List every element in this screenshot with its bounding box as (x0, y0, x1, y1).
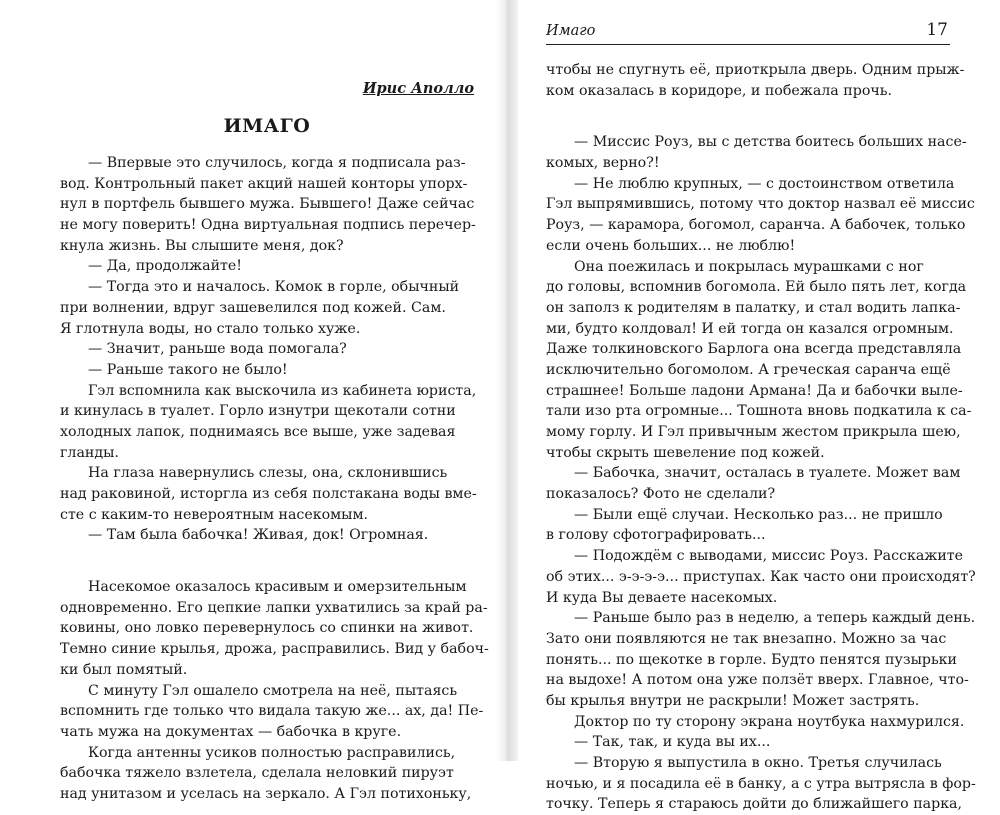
text-line: — Подождём с выводами, миссис Роуз. Расскажите (574, 548, 964, 565)
running-header (546, 20, 950, 45)
author-name: Ирис Аполло (362, 80, 474, 97)
right-page (546, 0, 976, 813)
text-line: бабочка тяжело взлетела, сделала неловкий пируэт (60, 765, 454, 782)
text-line: над унитазом и уселась на зеркало. А Гэл потихоньку, (60, 785, 472, 802)
text-line: — Так, так, и куда вы их... (574, 734, 771, 751)
section-break (60, 546, 474, 577)
text-line: сте с каким-то невероятным насекомым. (60, 506, 369, 523)
text-line: ковины, оно ловко перевернулось со спинки на живот. (60, 620, 474, 637)
text-line: бы крылья внутри не раскрыли! Может застрять. (546, 692, 920, 709)
text-line: Даже толкиновского Барлога она всегда представляла (546, 341, 962, 358)
text-line: тали изо рта огромные... Тошнота вновь подкатила к са- (546, 403, 972, 420)
book-gutter (496, 0, 518, 761)
text-line: ми, будто колдовал! И ей тогда он казался огромным. (546, 320, 954, 337)
text-line: И куда Вы деваете насекомых. (546, 589, 778, 606)
text-line: чтобы не спугнуть её, приоткрыла дверь. Одним прыж- (546, 62, 965, 78)
text-line: — Да, продолжайте! (88, 258, 242, 275)
text-line: Гэл выпрямившись, потому что доктор назвал её миссис (546, 196, 975, 213)
text-line: комых, верно?! (546, 155, 660, 172)
text-line: — Не люблю крупных, — с достоинством ответила (574, 175, 955, 192)
text-line: — Впервые это случилось, когда я подписала раз- (88, 155, 466, 171)
text-line: вод. Контрольный пакет акций нашей конторы упорх- (60, 175, 468, 192)
text-line: чтобы скрыть шевеление под кожей. (546, 444, 825, 461)
text-line: над раковиной, исторгла из себя полстакана воды вме- (60, 486, 477, 502)
text-line: — Раньше такого не было! (88, 361, 288, 378)
text-line: и кинулась в туалет. Горло изнутри щекотали сотни (60, 403, 456, 420)
text-line: чать мужа на документах — бабочка в круге. (60, 723, 402, 740)
text-line: ночью, и я посадила её в банку, а с утра вытрясла в фор- (546, 775, 976, 792)
text-line: точку. Теперь я стараюсь дойти до ближайшего парка, (546, 796, 963, 813)
text-line: — Бабочка, значит, осталась в туалете. Может вам (574, 465, 961, 482)
text-line: Я глотнула воды, но стало только хуже. (60, 320, 361, 337)
text-line: не могу поверить! Одна виртуальная подпись перечер- (60, 217, 476, 234)
text-line: — Значит, раньше вода помогала? (88, 341, 347, 358)
text-line: исключительно богомолом. А греческая саранча ещё (546, 361, 951, 378)
text-line: На глаза навернулись слезы, она, склонившись (88, 465, 448, 482)
left-body-text (60, 153, 489, 805)
text-line: — Тогда это и началось. Комок в горле, обычный (88, 279, 460, 296)
text-line: Зато они появляются не так внезапно. Можно за час (546, 630, 947, 647)
text-line: вспомнить где только что видала такую же... ах, да! Пе- (60, 703, 484, 720)
text-line: гланды. (60, 444, 119, 461)
text-line: Когда антенны усиков полностью расправились, (88, 744, 456, 761)
text-line: Она поежилась и покрылась мурашками с ног (574, 258, 924, 275)
text-line: он заполз к родителям в палатку, и стал водить лапка- (546, 299, 961, 316)
right-body-text (546, 60, 976, 815)
running-title: Имаго (546, 23, 596, 39)
text-line: одновременно. Его цепкие лапки ухватились за край ра- (60, 599, 488, 616)
text-line: до головы, вспомнив богомола. Ей было пять лет, когда (546, 279, 967, 296)
text-line: нул в портфель бывшего мужа. Бывшего! Даже сейчас (60, 196, 475, 213)
text-line: если очень больших... не люблю! (546, 237, 796, 254)
text-line: — Миссис Роуз, вы с детства боитесь больших насе- (574, 134, 967, 151)
text-line: Роуз, — карамора, богомол, саранча. А бабочек, только (546, 217, 966, 234)
text-line: мому горлу. И Гэл привычным жестом прикрыла шею, (546, 424, 961, 440)
text-line: ком оказалась в коридоре, и побежала прочь. (546, 82, 892, 99)
left-page (60, 0, 489, 802)
text-line: Темно синие крылья, дрожа, расправились. Вид у бабоч- (60, 641, 489, 658)
text-line: кнула жизнь. Вы слышите меня, док? (60, 237, 344, 254)
text-line: при волнении, вдруг зашевелился под кожей. Сам. (60, 299, 446, 316)
section-break (546, 101, 950, 132)
text-line: страшнее! Больше ладони Армана! Да и бабочки выле- (546, 382, 963, 399)
text-line: Гэл вспомнила как выскочила из кабинета юриста, (88, 382, 477, 399)
text-line: С минуту Гэл ошалело смотрела на неё, пытаясь (88, 682, 458, 699)
text-line: холодных лапок, поднимаясь все выше, уже задевая (60, 423, 456, 440)
text-line: понять... по щекотке в горле. Будто пенятся пузырьки (546, 651, 958, 668)
text-line: — Раньше было раз в неделю, а теперь каждый день. (574, 610, 976, 627)
page-number: 17 (926, 20, 948, 40)
text-line: в голову сфотографировать... (546, 527, 766, 544)
text-line: — Были ещё случаи. Несколько раз... не пришло (574, 506, 943, 523)
text-line: — Вторую я выпустила в окно. Третья случилась (574, 755, 942, 771)
text-line: ки был помятый. (60, 661, 188, 678)
text-line: показалось? Фото не сделали? (546, 486, 776, 503)
story-title: ИМАГО (223, 115, 311, 137)
text-line: на выдохе! А потом она уже ползёт вверх. Главное, что- (546, 672, 969, 689)
text-line: об этих... э-э-э-э... приступах. Как часто они происходят? (546, 568, 976, 585)
text-line: — Там была бабочка! Живая, док! Огромная. (88, 527, 429, 544)
text-line: Доктор по ту сторону экрана ноутбука нахмурился. (574, 713, 965, 730)
text-line: Насекомое оказалось красивым и омерзительным (88, 579, 467, 596)
